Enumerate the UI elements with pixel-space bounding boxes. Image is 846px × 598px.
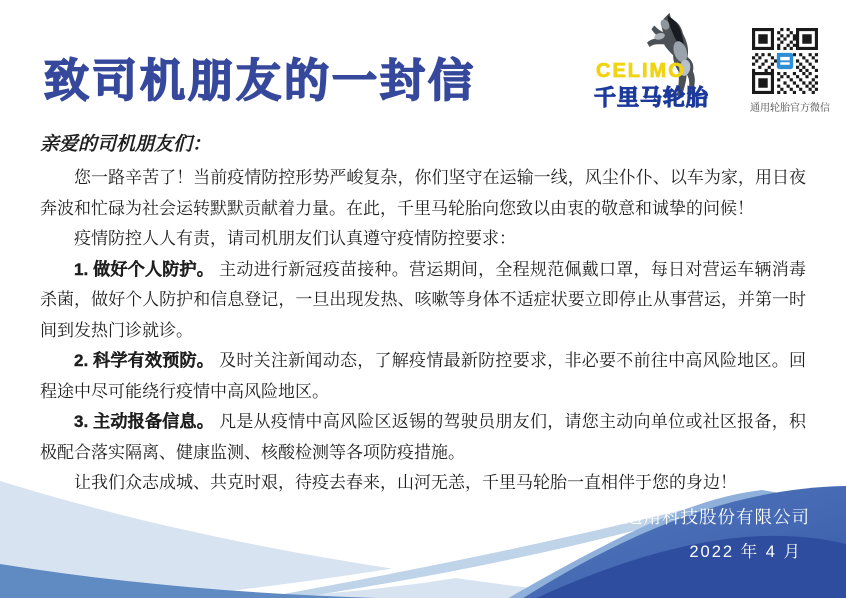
- qr-code-icon: [752, 28, 818, 94]
- footer-waves: [0, 448, 846, 598]
- wechat-qr-block: [750, 28, 830, 114]
- letter-item: [40, 346, 806, 407]
- item-label: 2. 科学有效预防。: [74, 351, 215, 370]
- brand-name-cn: 千里马轮胎: [594, 85, 710, 110]
- item-text: 主动进行新冠疫苗接种。营运期间，全程规范佩戴口罩，每日对营运车辆消毒杀菌，做好个人防护和信息登记，一旦出现发热、咳嗽等身体不适症状要立即停止从事营运，并第一时间到发热门诊就诊。: [40, 259, 806, 340]
- item-text: 及时关注新闻动态，了解疫情最新防控要求，非必要不前往中高风险地区。回程途中尽可能绕行疫情中高风险地区。: [40, 351, 806, 401]
- item-label: 3. 主动报备信息。: [74, 412, 215, 431]
- letter-paragraph: 疫情防控人人有责，请司机朋友们认真遵守疫情防控要求：: [74, 229, 516, 248]
- brand-logo: [594, 10, 739, 110]
- signature-date: 2022 年 4 月: [689, 543, 802, 561]
- page-title: 致司机朋友的一封信: [44, 55, 477, 106]
- brand-name-en: CELIMO: [596, 60, 686, 82]
- letter-closing: 让我们众志成城、共克时艰，待疫去春来，山河无恙，千里马轮胎一直相伴于您的身边！: [74, 473, 737, 492]
- item-text: 凡是从疫情中高风险区返锡的驾驶员朋友们，请您主动向单位或社区报备，积极配合落实隔离、健康监测、核酸检测等各项防疫措施。: [40, 412, 806, 462]
- letter-greeting: 亲爱的司机朋友们：: [40, 134, 212, 155]
- letter-paragraph: 您一路辛苦了！当前疫情防控形势严峻复杂，你们坚守在运输一线，风尘仆仆、以车为家，用日夜奔波和忙碌为社会运转默默贡献着力量。在此，千里马轮胎向您致以由衷的敬意和诚挚的问候！: [40, 168, 806, 218]
- signature-company: 江苏通用科技股份有限公司: [588, 507, 810, 527]
- letter-item: [40, 255, 806, 347]
- qr-caption: 通用轮胎官方微信: [750, 103, 830, 114]
- letter-body: [40, 132, 806, 499]
- item-label: 1. 做好个人防护。: [74, 259, 215, 279]
